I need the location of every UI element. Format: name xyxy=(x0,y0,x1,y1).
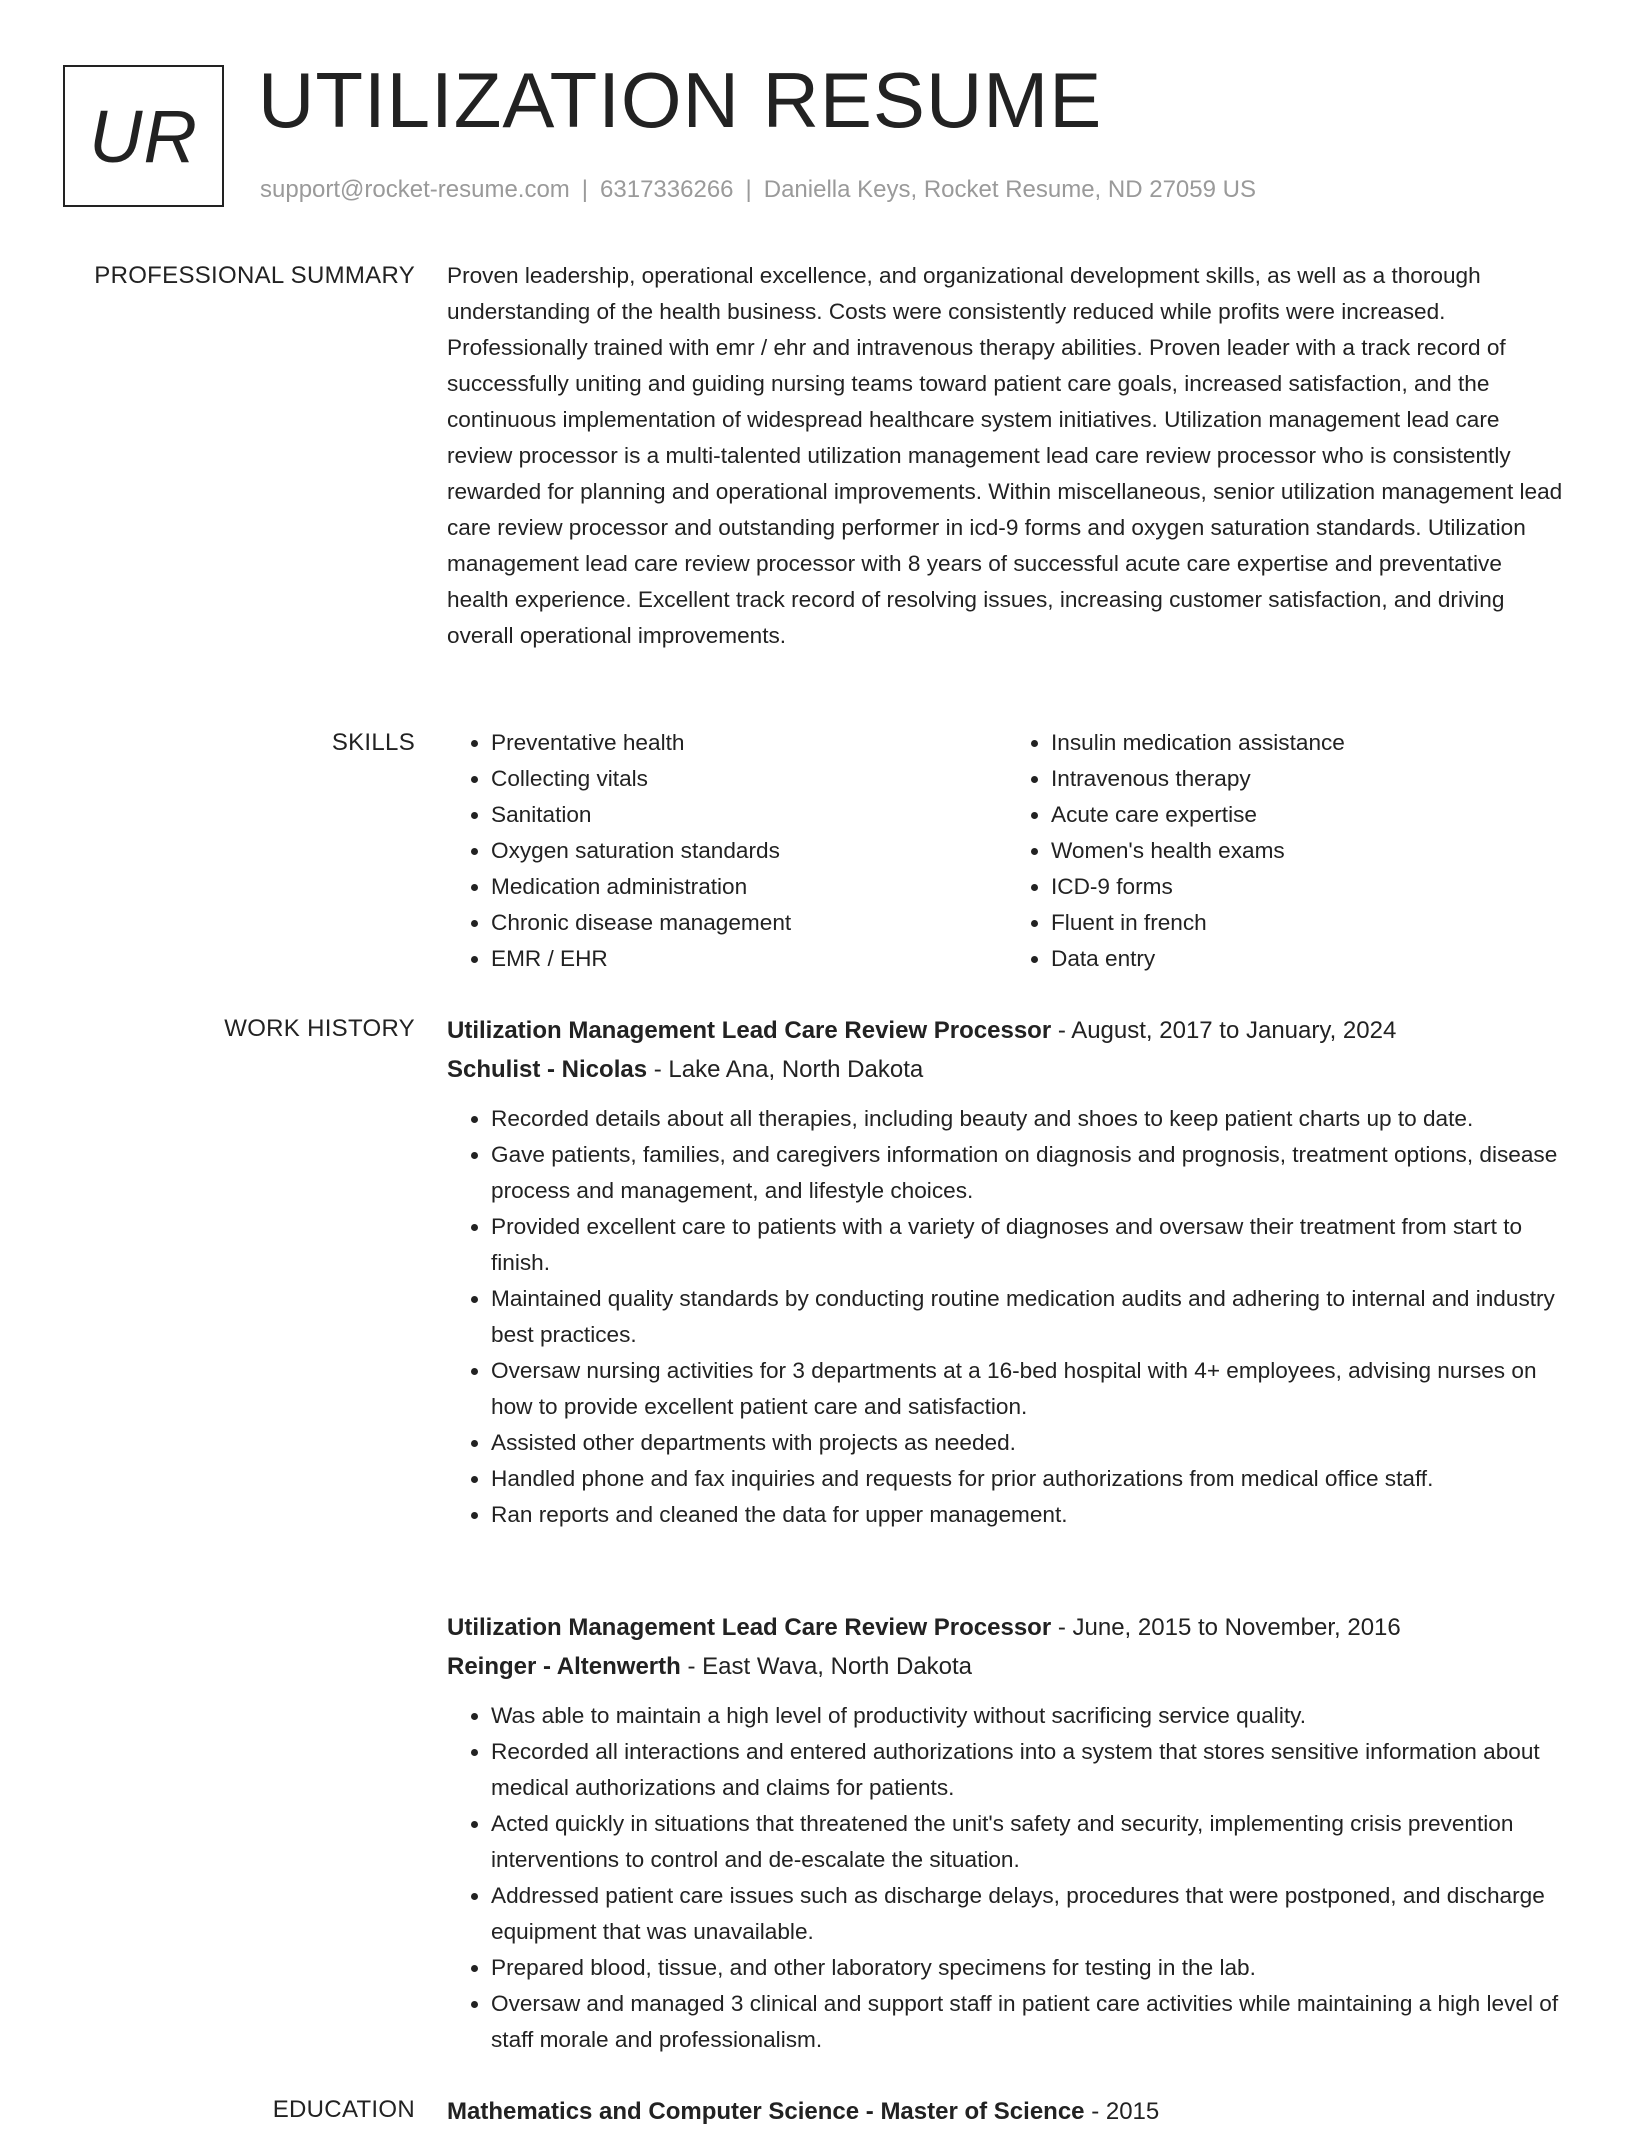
contact-phone[interactable]: 6317336266 xyxy=(600,176,734,203)
skill-item: • Intravenous therapy xyxy=(1051,761,1567,797)
skill-item: • Fluent in french xyxy=(1051,905,1567,941)
skill-item: • EMR / EHR xyxy=(491,941,1007,977)
job-bullet-list xyxy=(447,1698,1567,2058)
skill-item: • ICD-9 forms xyxy=(1051,869,1567,905)
job-dates: - June, 2015 to November, 2016 xyxy=(1051,1614,1401,1641)
job-bullet: • Was able to maintain a high level of productivity without sacrificing service quality. xyxy=(491,1698,1567,1734)
skill-item: • Acute care expertise xyxy=(1051,797,1567,833)
job-bullet: • Ran reports and cleaned the data for upper management. xyxy=(491,1497,1567,1533)
job-bullet: • Prepared blood, tissue, and other laboratory specimens for testing in the lab. xyxy=(491,1950,1567,1986)
job-bullet-list xyxy=(447,1101,1567,1533)
monogram-logo: UR xyxy=(63,65,224,207)
job-company: Reinger - Altenwerth xyxy=(447,1653,681,1680)
contact-email[interactable]: support@rocket-resume.com xyxy=(260,176,570,203)
skills-label: SKILLS xyxy=(331,729,415,756)
skill-item: • Oxygen saturation standards xyxy=(491,833,1007,869)
work-history-body-2 xyxy=(447,1608,1567,2058)
job-title: Utilization Management Lead Care Review Processor xyxy=(447,1017,1052,1044)
skill-item: • Preventative health xyxy=(491,725,1007,761)
job-location: - East Wava, North Dakota xyxy=(680,1653,973,1680)
contact-line xyxy=(260,176,1256,204)
job-company-line xyxy=(447,1647,1567,1686)
skills-list-right xyxy=(1007,725,1567,977)
job-bullet: • Provided excellent care to patients with a variety of diagnoses and oversaw their treatment from start to finish. xyxy=(491,1209,1567,1281)
job-bullet: • Addressed patient care issues such as discharge delays, procedures that were postponed, and discharge equipment that was unavailable. xyxy=(491,1878,1567,1950)
education-degree: Mathematics and Computer Science - Master of Science xyxy=(447,2098,1085,2125)
job-title-line xyxy=(447,1608,1567,1647)
job-bullet: • Gave patients, families, and caregivers information on diagnosis and prognosis, treatment options, disease process and management, and lifestyle choices. xyxy=(491,1137,1567,1209)
summary-label: PROFESSIONAL SUMMARY xyxy=(94,262,415,289)
job-bullet: • Recorded all interactions and entered authorizations into a system that stores sensitive information about medical authorizations and claims for patients. xyxy=(491,1734,1567,1806)
job-company-line xyxy=(447,1050,1567,1089)
job-bullet: • Oversaw nursing activities for 3 departments at a 16-bed hospital with 4+ employees, advising nurses on how to provide excellent patient care and satisfaction. xyxy=(491,1353,1567,1425)
resume-title: UTILIZATION RESUME xyxy=(258,56,1103,144)
job-entry xyxy=(447,1011,1567,1533)
skill-item: • Collecting vitals xyxy=(491,761,1007,797)
summary-text: Proven leadership, operational excellence, and organizational development skills, as well as a thorough understanding of the health business. Costs were consistently reduced while profits were increased. Professionally trained with emr / ehr and intravenous therapy abilities. Proven leader with a track record of successfully uniting and guiding nursing teams toward patient care goals, increased satisfaction, and the continuous implementation of widespread healthcare system initiatives. Utilization management lead care review processor is a multi-talented utilization management lead care review processor who is consistently rewarded for planning and operational improvements. Within miscellaneous, senior utilization management lead care review processor and outstanding performer in icd-9 forms and oxygen saturation standards. Utilization management lead care review processor with 8 years of successful acute care expertise and preventative health experience. Excellent track record of resolving issues, increasing customer satisfaction, and driving overall operational improvements. xyxy=(447,263,1563,648)
skill-item: • Insulin medication assistance xyxy=(1051,725,1567,761)
job-company: Schulist - Nicolas xyxy=(447,1056,648,1083)
job-entry xyxy=(447,1608,1567,2058)
skills-columns xyxy=(447,725,1567,977)
job-title-line xyxy=(447,1011,1567,1050)
skill-item: • Women's health exams xyxy=(1051,833,1567,869)
skills-body xyxy=(447,725,1567,977)
work-history-label: WORK HISTORY xyxy=(224,1015,415,1042)
job-bullet: • Handled phone and fax inquiries and requests for prior authorizations from medical office staff. xyxy=(491,1461,1567,1497)
skill-item: • Sanitation xyxy=(491,797,1007,833)
job-bullet: • Oversaw and managed 3 clinical and support staff in patient care activities while maintaining a high level of staff morale and professionalism. xyxy=(491,1986,1567,2058)
job-bullet: • Maintained quality standards by conducting routine medication audits and adhering to internal and industry best practices. xyxy=(491,1281,1567,1353)
job-title: Utilization Management Lead Care Review Processor xyxy=(447,1614,1052,1641)
job-bullet: • Assisted other departments with projects as needed. xyxy=(491,1425,1567,1461)
education-year: - 2015 xyxy=(1084,2098,1160,2125)
contact-separator: | xyxy=(581,176,589,203)
summary-body xyxy=(447,258,1567,654)
job-bullet: • Acted quickly in situations that threatened the unit's safety and security, implementing crisis prevention interventions to control and de-escalate the situation. xyxy=(491,1806,1567,1878)
contact-separator: | xyxy=(745,176,752,203)
skill-item: • Chronic disease management xyxy=(491,905,1007,941)
skill-item: • Medication administration xyxy=(491,869,1007,905)
job-dates: - August, 2017 to January, 2024 xyxy=(1051,1017,1397,1044)
job-location: - Lake Ana, North Dakota xyxy=(647,1056,924,1083)
job-bullet: • Recorded details about all therapies, including beauty and shoes to keep patient charts up to date. xyxy=(491,1101,1567,1137)
contact-address: Daniella Keys, Rocket Resume, ND 27059 US xyxy=(763,176,1256,203)
work-history-body xyxy=(447,1011,1567,1533)
skills-list-left xyxy=(447,725,1007,977)
skill-item: • Data entry xyxy=(1051,941,1567,977)
education-label: EDUCATION xyxy=(272,2096,415,2123)
